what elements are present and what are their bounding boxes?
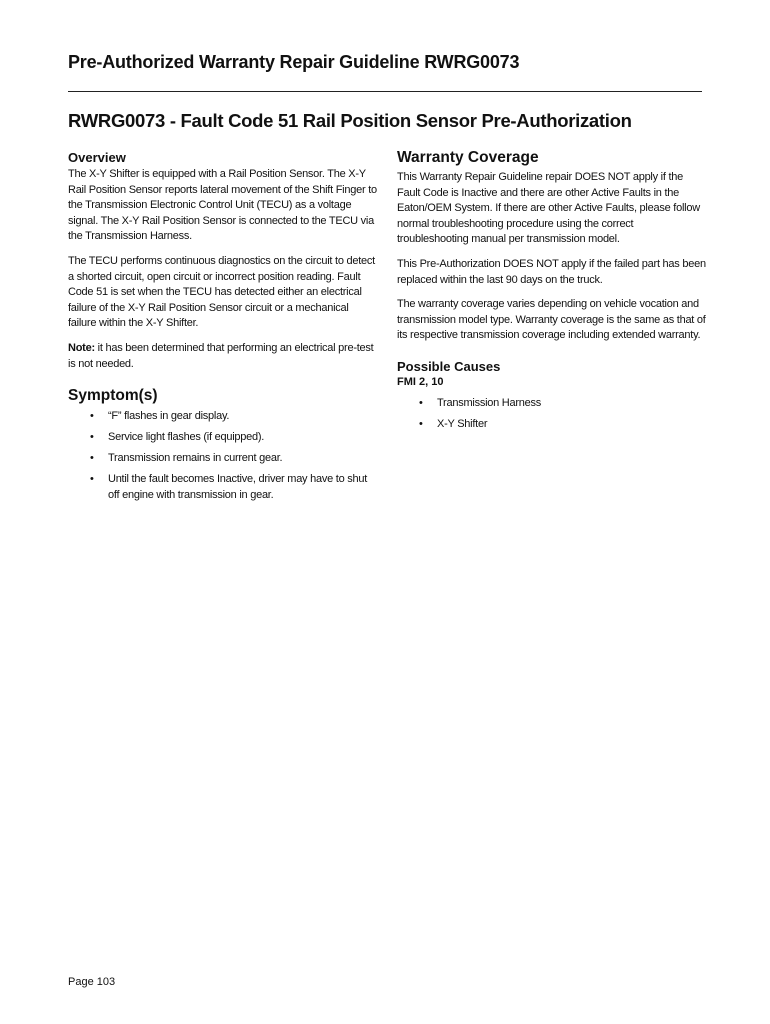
running-header-title: Pre-Authorized Warranty Repair Guideline RWRG0073	[68, 52, 520, 72]
symptoms-heading: Symptom(s)	[68, 387, 158, 405]
bullet: •	[90, 431, 94, 444]
causes-list	[397, 396, 707, 432]
overview-note	[68, 341, 378, 372]
bullet: •	[90, 410, 94, 423]
list-item	[68, 409, 378, 424]
bullet: •	[419, 396, 423, 409]
warranty-coverage-heading: Warranty Coverage	[397, 149, 539, 166]
list-item	[68, 430, 378, 445]
warranty-paragraph-1: This Warranty Repair Guideline repair DOES NOT apply if the Fault Code is Inactive and there are other Active Faults in the Eaton/OEM System. If there are other Active Faults, please follow normal troubleshooting procedure using the correct troubleshooting manual per transmission model.	[397, 171, 700, 246]
overview-paragraph-2: The TECU performs continuous diagnostics on the circuit to detect a shorted circuit, open circuit or incorrect position reading. Fault Code 51 is set when the TECU has detected either an electrical failure of the X-Y Rail Position Sensor circuit or a mechanical failure within the X-Y Shifter.	[68, 254, 375, 330]
overview-paragraph-1: The X-Y Shifter is equipped with a Rail Position Sensor. The X-Y Rail Position Sensor reports lateral movement of the Shift Finger to the Transmission Electronic Control Unit (TECU) as a voltage signal. The X-Y Rail Position Sensor is connected to the TECU via the Transmission Harness.	[68, 168, 377, 243]
overview-heading: Overview	[68, 150, 126, 165]
left-column	[68, 150, 378, 509]
list-item-text: Service light flashes (if equipped).	[108, 431, 265, 444]
header-divider	[68, 91, 702, 92]
bullet: •	[90, 452, 94, 465]
right-column	[397, 149, 707, 438]
page-number: Page 103	[68, 976, 116, 988]
symptoms-list	[68, 409, 378, 503]
fmi-subheading: FMI 2, 10	[397, 375, 444, 388]
list-item-text: Until the fault becomes Inactive, driver may have to shut off engine with transmission in gear.	[108, 473, 368, 501]
list-item	[397, 417, 707, 432]
list-item-text: “F” flashes in gear display.	[108, 410, 230, 423]
warranty-paragraph-3: The warranty coverage varies depending on vehicle vocation and transmission model type. Warranty coverage is the same as that of its respective transmission coverage including extended warranty.	[397, 298, 706, 342]
document-title: RWRG0073 - Fault Code 51 Rail Position Sensor Pre-Authorization	[68, 110, 632, 131]
bullet: •	[419, 417, 423, 430]
note-text: it has been determined that performing an electrical pre-test is not needed.	[68, 341, 374, 370]
list-item-text: X-Y Shifter	[437, 417, 488, 430]
list-item	[68, 472, 378, 503]
bullet: •	[90, 473, 94, 486]
list-item-text: Transmission Harness	[437, 396, 542, 409]
list-item	[68, 451, 378, 466]
list-item	[397, 396, 707, 411]
list-item-text: Transmission remains in current gear.	[108, 452, 283, 465]
note-label: Note:	[68, 341, 95, 354]
warranty-paragraph-2: This Pre-Authorization DOES NOT apply if the failed part has been replaced within the last 90 days on the truck.	[397, 257, 706, 286]
possible-causes-heading: Possible Causes	[397, 358, 501, 374]
